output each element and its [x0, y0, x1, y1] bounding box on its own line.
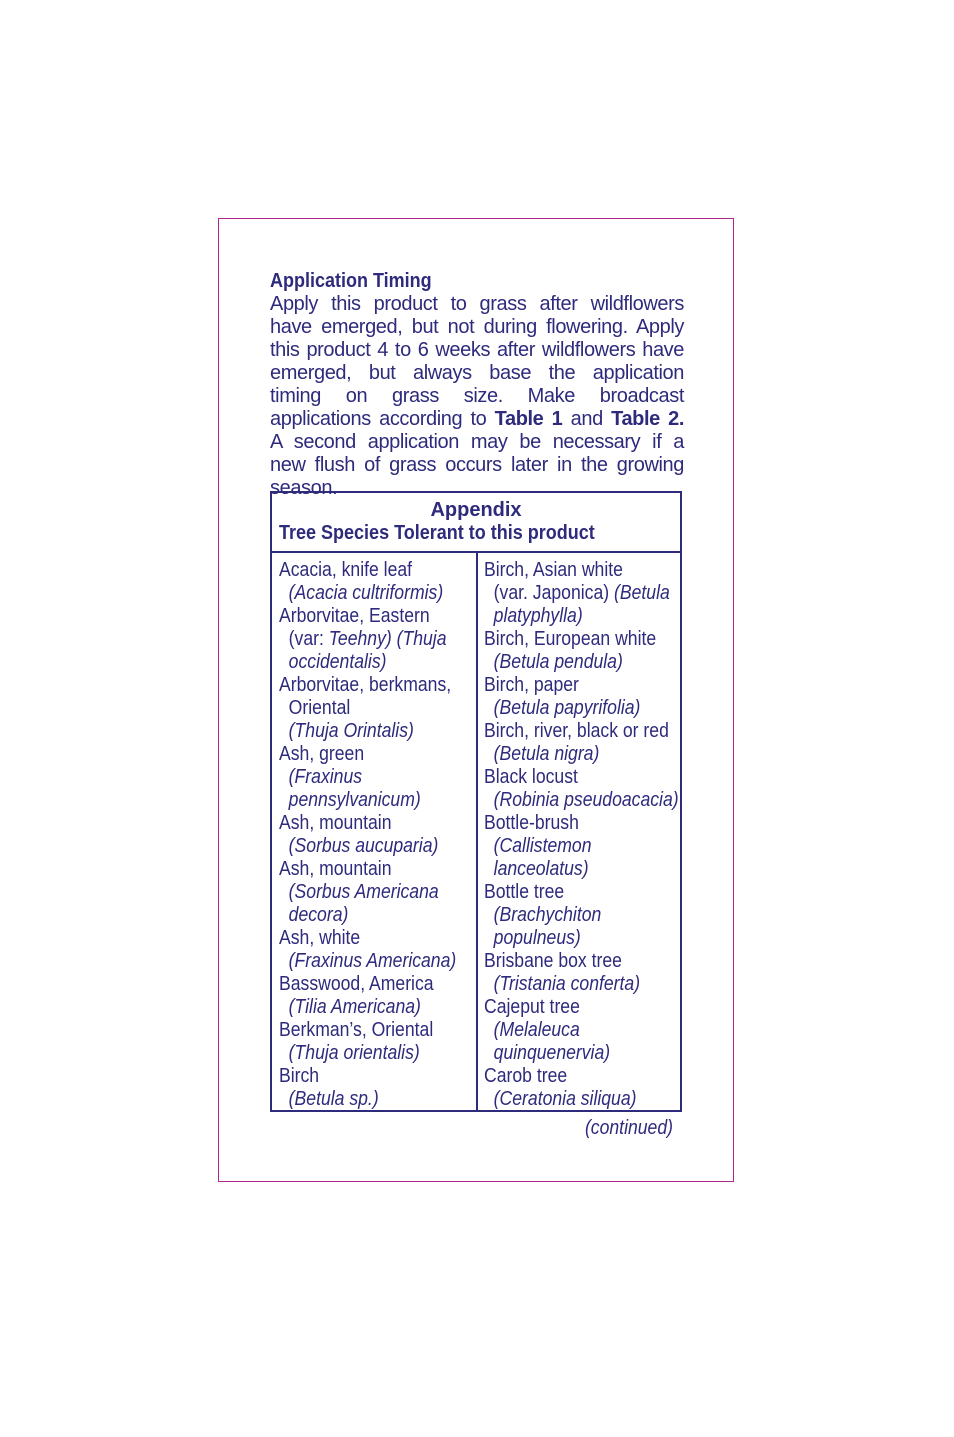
species-latin-text: populneus) — [493, 927, 581, 949]
species-latin-name — [484, 858, 656, 881]
species-latin-name — [484, 743, 656, 766]
species-latin-text: (Betula sp.) — [288, 1088, 379, 1110]
species-latin-text: platyphylla) — [493, 605, 583, 627]
species-latin-text: (Brachychiton — [493, 904, 602, 926]
continued-label: (continued) — [584, 1117, 673, 1139]
species-latin-text: (Fraxinus — [288, 766, 363, 788]
species-latin-name — [484, 789, 679, 812]
species-common-name: Birch — [279, 1065, 320, 1087]
species-common-name: Carob tree — [484, 1065, 568, 1087]
species-latin-name — [484, 651, 656, 674]
species-common-name: Ash, mountain — [279, 812, 392, 834]
species-latin-text: decora) — [288, 904, 349, 926]
species-common-name: Basswood, America — [279, 973, 434, 995]
table2-reference: Table 2. — [611, 408, 685, 430]
species-variety-text: (var: — [288, 628, 329, 650]
species-common-name: Bottle-brush — [484, 812, 579, 834]
species-common-name: Arborvitae, berkmans, — [279, 674, 452, 696]
species-common-name: Brisbane box tree — [484, 950, 622, 972]
species-latin-name — [279, 904, 451, 927]
species-latin-text: (Fraxinus Americana) — [288, 950, 457, 972]
species-common-name: Birch, paper — [484, 674, 579, 696]
species-common-name: Birch, European white — [484, 628, 657, 650]
species-latin-text: (Tilia Americana) — [288, 996, 421, 1018]
species-latin-name — [484, 927, 656, 950]
species-latin-name — [484, 582, 670, 605]
species-latin-name — [484, 1088, 656, 1111]
species-latin-name — [484, 973, 656, 996]
species-latin-name — [279, 881, 451, 904]
species-common-name: Cajeput tree — [484, 996, 580, 1018]
appendix-title: Appendix — [430, 499, 522, 521]
application-timing-paragraph — [270, 293, 684, 500]
species-latin-name — [279, 996, 451, 1019]
species-common-name: Ash, white — [279, 927, 361, 949]
species-latin-text: (Acacia cultriformis) — [288, 582, 444, 604]
species-latin-name — [279, 720, 451, 743]
species-latin-text: (Sorbus Americana — [288, 881, 439, 903]
species-latin-text: (Callistemon — [493, 835, 592, 857]
species-latin-name — [484, 835, 656, 858]
paragraph-text-start: Apply this product to grass after wildflowers have emerged, but not during flowering. Apply this product 4 to 6 weeks after wildflowers have emerged, but always base the application timing on grass size. Make broadcast applications according to — [270, 293, 684, 430]
species-latin-name — [484, 904, 656, 927]
species-column-left — [279, 559, 474, 1111]
species-common-name: Birch, river, black or red — [484, 720, 669, 742]
species-latin-text: (Robinia pseudoacacia) — [493, 789, 679, 811]
species-common-name: Arborvitae, Eastern — [279, 605, 430, 627]
species-latin-name — [279, 789, 451, 812]
species-common-name: Berkman’s, Oriental — [279, 1019, 434, 1041]
species-latin-name — [279, 766, 451, 789]
species-common-name: Bottle tree — [484, 881, 565, 903]
species-latin-name — [279, 950, 457, 973]
species-latin-text: (Betula papyrifolia) — [493, 697, 641, 719]
species-latin-name — [279, 651, 451, 674]
species-latin-name: Oriental — [288, 697, 351, 719]
species-latin-text: (Melaleuca — [493, 1019, 580, 1041]
species-latin-text: lanceolatus) — [493, 858, 589, 880]
species-latin-name — [484, 1042, 656, 1065]
species-latin-text: pennsylvanicum) — [288, 789, 421, 811]
appendix-header — [272, 493, 680, 553]
species-latin-text: (Betula nigra) — [493, 743, 600, 765]
species-latin-text: quinquenervia) — [493, 1042, 611, 1064]
species-latin-text: occidentalis) — [288, 651, 387, 673]
species-latin-name — [484, 1019, 656, 1042]
species-latin-name — [484, 697, 656, 720]
species-latin-text: (Betula — [614, 582, 670, 604]
column-divider — [476, 551, 478, 1110]
species-latin-text: (Thuja orientalis) — [288, 1042, 420, 1064]
species-latin-text: (Betula pendula) — [493, 651, 623, 673]
species-common-name: Acacia, knife leaf — [279, 559, 413, 581]
species-variety-text: (var. Japonica) — [493, 582, 615, 604]
paragraph-text-end: A second application may be necessary if a new flush of grass occurs later in the growing season. — [270, 431, 684, 499]
table1-reference: Table 1 — [494, 408, 563, 430]
species-latin-name — [279, 582, 451, 605]
species-latin-name — [279, 835, 451, 858]
species-common-name: Ash, mountain — [279, 858, 392, 880]
application-timing-section — [270, 270, 684, 500]
species-common-name: Birch, Asian white — [484, 559, 623, 581]
species-latin-name — [484, 605, 656, 628]
appendix-subtitle: Tree Species Tolerant to this product — [279, 522, 595, 544]
species-latin-text: Teehny) (Thuja — [328, 628, 447, 650]
species-latin-text: (Sorbus aucuparia) — [288, 835, 439, 857]
species-latin-name — [279, 1088, 451, 1111]
species-latin-text: (Ceratonia siliqua) — [493, 1088, 637, 1110]
species-common-name: Ash, green — [279, 743, 365, 765]
species-latin-name — [279, 628, 451, 651]
species-common-name: Black locust — [484, 766, 578, 788]
paragraph-and: and — [562, 408, 612, 430]
species-column-right — [484, 559, 680, 1111]
application-timing-heading: Application Timing — [270, 270, 432, 292]
species-latin-text: (Thuja Orintalis) — [288, 720, 414, 742]
species-latin-name — [279, 1042, 451, 1065]
species-latin-text: (Tristania conferta) — [493, 973, 641, 995]
appendix-table — [270, 491, 682, 1112]
